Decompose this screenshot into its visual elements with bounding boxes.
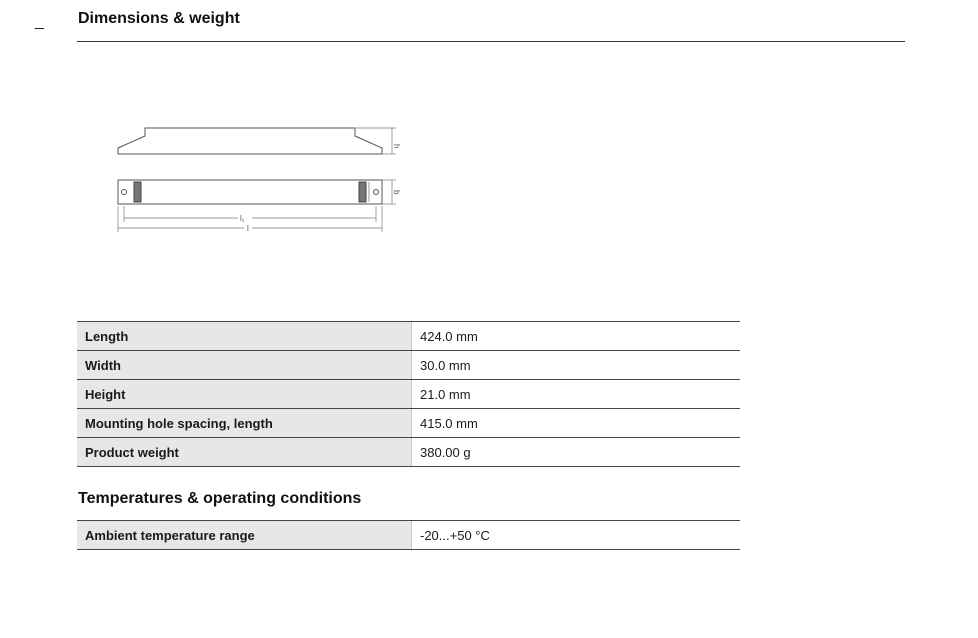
section-divider: [77, 41, 905, 42]
dimensions-table: [77, 321, 740, 467]
row-label: Length: [77, 322, 412, 351]
dim-label-l: l: [247, 224, 249, 233]
side-view: [118, 128, 382, 154]
row-value: 380.00 g: [412, 438, 741, 467]
table-row: [77, 351, 740, 380]
row-value: -20...+50 °C: [412, 521, 741, 550]
table-row: [77, 521, 740, 550]
row-label: Height: [77, 380, 412, 409]
row-value: 424.0 mm: [412, 322, 741, 351]
collapse-dash-icon[interactable]: _: [35, 13, 44, 30]
row-label: Product weight: [77, 438, 412, 467]
table-row: [77, 322, 740, 351]
table-row: [77, 438, 740, 467]
dimensions-section-title: Dimensions & weight: [78, 10, 240, 27]
row-label: Mounting hole spacing, length: [77, 409, 412, 438]
row-value: 415.0 mm: [412, 409, 741, 438]
row-label: Width: [77, 351, 412, 380]
temperatures-section-title: Temperatures & operating conditions: [78, 490, 362, 507]
ballast-dimension-drawing: [110, 118, 410, 238]
dim-label-l1: l₁: [240, 214, 245, 223]
height-dimension: [356, 128, 396, 154]
dim-label-b: b: [392, 190, 401, 195]
row-value: 21.0 mm: [412, 380, 741, 409]
row-label: Ambient temperature range: [77, 521, 412, 550]
length-dimensions: [118, 206, 382, 232]
row-value: 30.0 mm: [412, 351, 741, 380]
table-row: [77, 380, 740, 409]
table-row: [77, 409, 740, 438]
dim-label-h: h: [392, 144, 401, 149]
temperatures-table: [77, 520, 740, 550]
top-view: [118, 180, 382, 204]
